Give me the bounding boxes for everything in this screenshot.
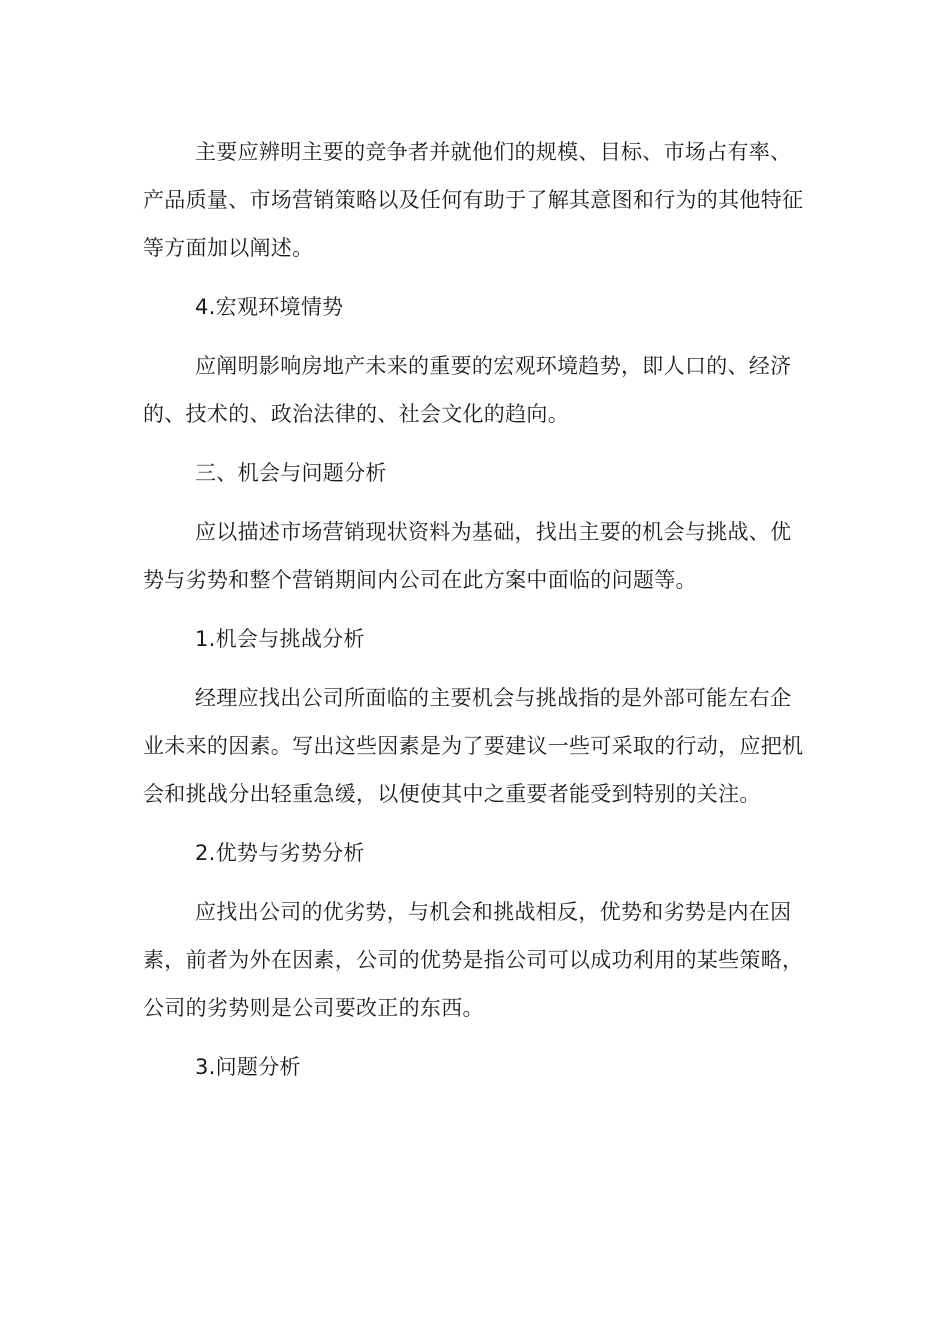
paragraph-macro-environment: 应阐明影响房地产未来的重要的宏观环境趋势，即人口的、经济的、技术的、政治法律的、社会文化的趋向。 (143, 354, 792, 426)
heading-problem-analysis: 3.问题分析 (195, 1055, 301, 1079)
paragraph-opportunity-problem-analysis: 应以描述市场营销现状资料为基础，找出主要的机会与挑战、优势与劣势和整个营销期间内公司在此方案中面临的问题等。 (143, 520, 792, 592)
heading-strength-weakness: 2.优势与劣势分析 (195, 841, 365, 865)
heading-opportunity-challenge: 1.机会与挑战分析 (195, 627, 365, 651)
paragraph-strength-weakness: 应找出公司的优劣势，与机会和挑战相反，优势和劣势是内在因素，前者为外在因素，公司的优势是指公司可以成功利用的某些策略，公司的劣势则是公司要改正的东西。 (143, 900, 804, 1020)
paragraph-competitors: 主要应辨明主要的竞争者并就他们的规模、目标、市场占有率、产品质量、市场营销策略以及任何有助于了解其意图和行为的其他特征等方面加以阐述。 (143, 140, 804, 260)
heading-opportunity-problem-analysis: 三、机会与问题分析 (195, 461, 387, 485)
paragraph-opportunity-challenge: 经理应找出公司所面临的主要机会与挑战指的是外部可能左右企业未来的因素。写出这些因素是为了要建议一些可采取的行动，应把机会和挑战分出轻重急缓，以便使其中之重要者能受到特别的关注。 (143, 686, 804, 806)
heading-macro-environment: 4.宏观环境情势 (195, 295, 344, 319)
document-body (143, 128, 808, 1091)
